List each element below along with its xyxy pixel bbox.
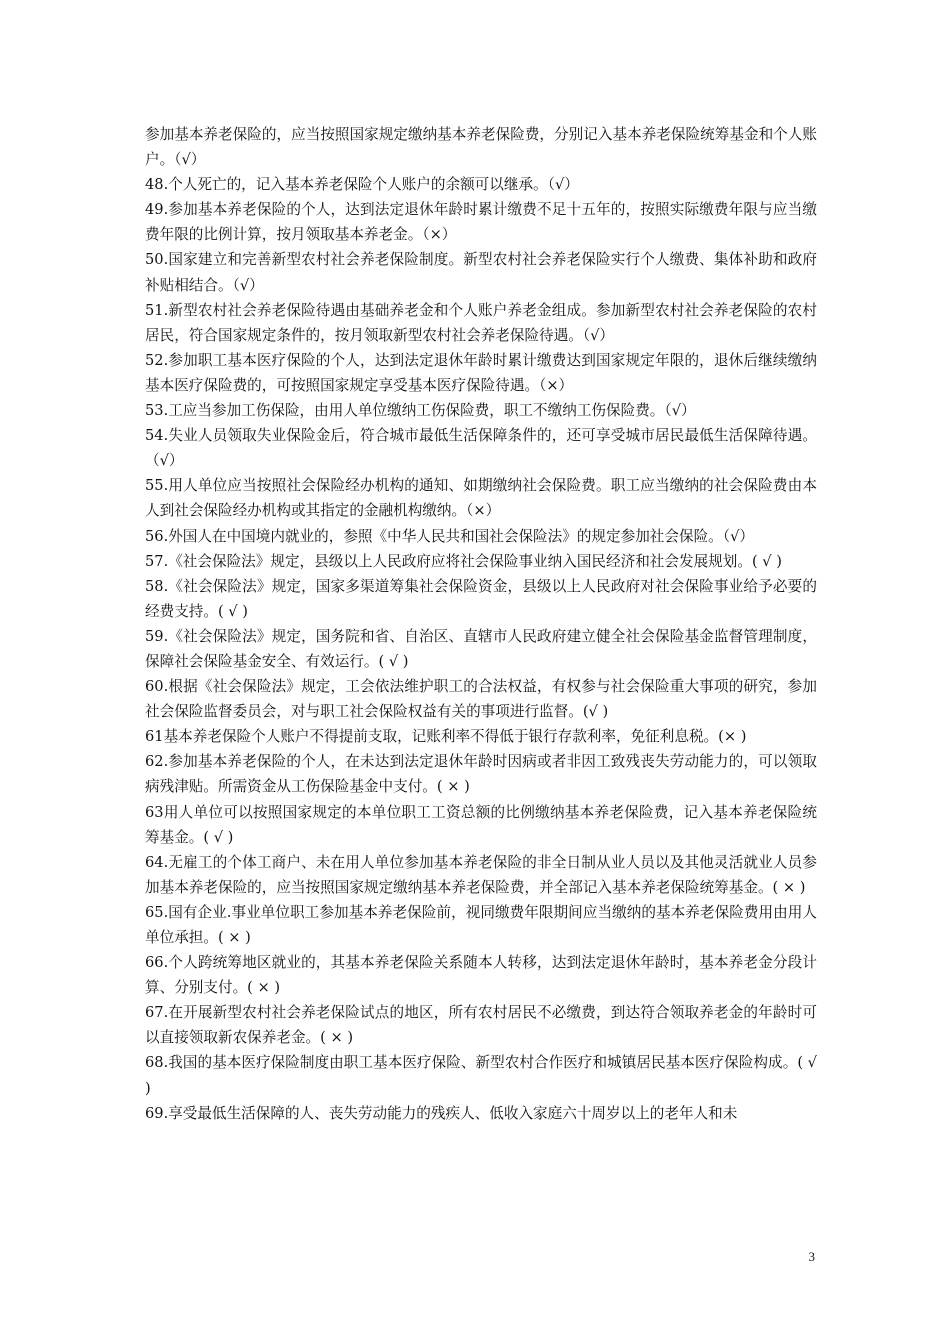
paragraph-64: 64.无雇工的个体工商户、未在用人单位参加基本养老保险的非全日制从业人员以及其他灵活就业人员参加基本养老保险的，应当按照国家规定缴纳基本养老保险费，并全部记入基本养老保险统筹基金。( × ): [145, 853, 817, 896]
paragraph-67: 67.在开展新型农村社会养老保险试点的地区，所有农村居民不必缴费，到达符合领取养老金的年龄时可以直接领取新农保养老金。( × ): [145, 1004, 817, 1047]
paragraph-53: 53.工应当参加工伤保险，由用人单位缴纳工伤保险费，职工不缴纳工伤保险费。（√）: [145, 402, 696, 420]
paragraph-63: 63用人单位可以按照国家规定的本单位职工工资总额的比例缴纳基本养老保险费，记入基本养老保险统筹基金。( √ ): [145, 803, 817, 846]
paragraph-68: 68.我国的基本医疗保险制度由职工基本医疗保险、新型农村合作医疗和城镇居民基本医疗保险构成。( √ ): [145, 1054, 817, 1097]
document-body: [145, 122, 817, 1126]
paragraph-69: 69.享受最低生活保障的人、丧失劳动能力的残疾人、低收入家庭六十周岁以上的老年人和未: [145, 1104, 738, 1122]
paragraph-60: 60.根据《社会保险法》规定，工会依法维护职工的合法权益，有权参与社会保险重大事项的研究，参加社会保险监督委员会，对与职工社会保险权益有关的事项进行监督。(√ ): [145, 678, 817, 721]
paragraph-49: 49.参加基本养老保险的个人，达到法定退休年龄时累计缴费不足十五年的，按照实际缴费年限与应当缴费年限的比例计算，按月领取基本养老金。（×）: [145, 201, 817, 244]
page-number: 3: [808, 1249, 815, 1264]
paragraph-54: 54.失业人员领取失业保险金后，符合城市最低生活保障条件的，还可享受城市居民最低生活保障待遇。（√）: [145, 427, 817, 470]
paragraph-51: 51.新型农村社会养老保险待遇由基础养老金和个人账户养老金组成。参加新型农村社会养老保险的农村居民，符合国家规定条件的，按月领取新型农村社会养老保险待遇。（√）: [145, 301, 817, 344]
paragraph-59: 59.《社会保险法》规定，国务院和省、自治区、直辖市人民政府建立健全社会保险基金监督管理制度，保障社会保险基金安全、有效运行。( √ ): [145, 627, 817, 670]
paragraph-57: 57.《社会保险法》规定，县级以上人民政府应将社会保险事业纳入国民经济和社会发展规划。( √ ): [145, 552, 782, 570]
paragraph-65: 65.国有企业.事业单位职工参加基本养老保险前，视同缴费年限期间应当缴纳的基本养老保险费用由用人单位承担。( × ): [145, 903, 817, 946]
paragraph-48: 48.个人死亡的，记入基本养老保险个人账户的余额可以继承。（√）: [145, 176, 579, 194]
paragraph-55: 55.用人单位应当按照社会保险经办机构的通知、如期缴纳社会保险费。职工应当缴纳的社会保险费由本人到社会保险经办机构或其指定的金融机构缴纳。（×）: [145, 477, 817, 520]
paragraph-intro: 参加基本养老保险的，应当按照国家规定缴纳基本养老保险费，分别记入基本养老保险统筹基金和个人账户。（√）: [145, 126, 817, 169]
paragraph-62: 62.参加基本养老保险的个人，在未达到法定退休年龄时因病或者非因工致残丧失劳动能力的，可以领取病残津贴。所需资金从工伤保险基金中支付。( × ): [145, 753, 817, 796]
paragraph-56: 56.外国人在中国境内就业的，参照《中华人民共和国社会保险法》的规定参加社会保险。（√）: [145, 527, 754, 545]
paragraph-52: 52.参加职工基本医疗保险的个人，达到法定退休年龄时累计缴费达到国家规定年限的，退休后继续缴纳基本医疗保险费的，可按照国家规定享受基本医疗保险待遇。（×）: [145, 351, 817, 394]
paragraph-50: 50.国家建立和完善新型农村社会养老保险制度。新型农村社会养老保险实行个人缴费、集体补助和政府补贴相结合。（√）: [145, 251, 817, 294]
paragraph-61: 61基本养老保险个人账户不得提前支取，记账利率不得低于银行存款利率，免征利息税。(× ): [145, 728, 747, 746]
paragraph-66: 66.个人跨统筹地区就业的，其基本养老保险关系随本人转移，达到法定退休年龄时，基本养老金分段计算、分别支付。( × ): [145, 954, 817, 997]
paragraph-58: 58.《社会保险法》规定，国家多渠道筹集社会保险资金，县级以上人民政府对社会保险事业给予必要的经费支持。( √ ): [145, 577, 817, 620]
